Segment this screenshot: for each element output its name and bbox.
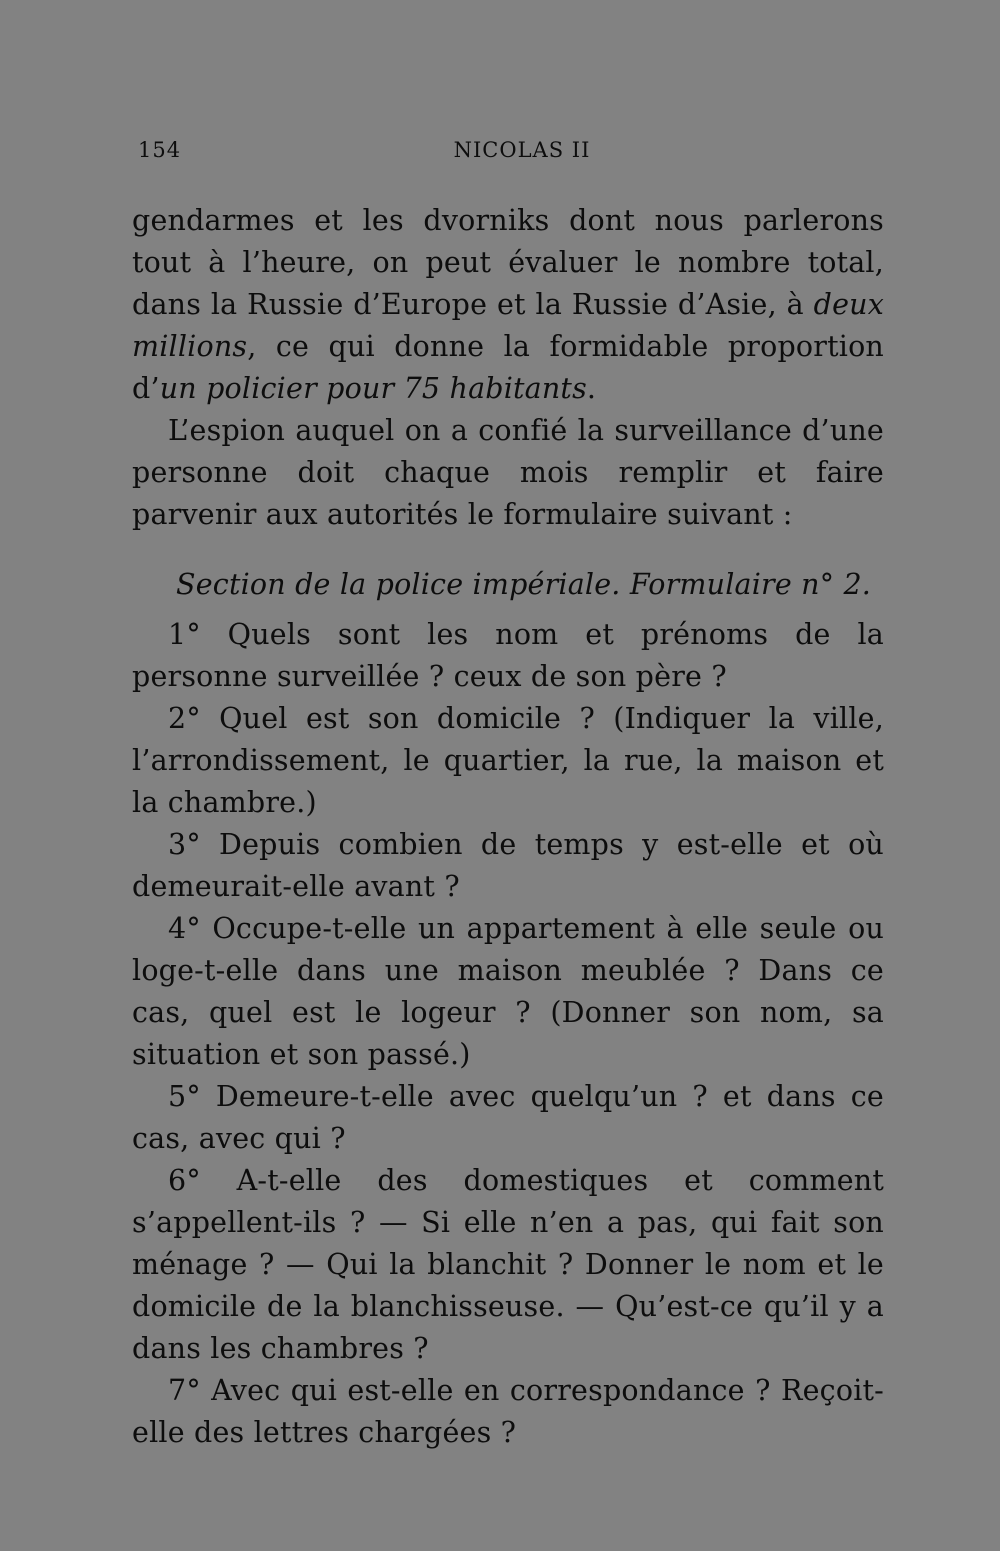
page-number: 154 [138, 138, 182, 162]
paragraph-text: , ce qui donne la formidable proportion d’ [132, 330, 884, 405]
paragraph-text: . [586, 372, 597, 405]
running-head [132, 138, 882, 170]
section-heading: Section de la police impériale. Formulaire n° 2. [176, 568, 872, 601]
emphasis-text: deux millions [132, 288, 884, 363]
body-text [132, 200, 884, 1454]
form-item: 2° Quel est son domicile ? (Indiquer la ville, l’arrondissement, le quartier, la rue, la maison et la chambre.) [132, 702, 884, 819]
form-item: 4° Occupe-t-elle un appartement à elle seule ou loge-t-elle dans une maison meublée ? Dans ce cas, quel est le logeur ? (Donner son nom, sa situation et son passé.) [132, 912, 884, 1071]
form-item: 7° Avec qui est-elle en correspondance ? Reçoit-elle des lettres chargées ? [132, 1374, 884, 1449]
page-title: NICOLAS II [453, 138, 591, 162]
form-item: 3° Depuis combien de temps y est-elle et où demeurait-elle avant ? [132, 828, 884, 903]
form-item: 6° A-t-elle des domestiques et comment s’appellent-ils ? — Si elle n’en a pas, qui fait son ménage ? — Qui la blanchit ? Donner le nom et le domicile de la blanchisseuse. — Qu’est-ce qu’il y a dans les chambres ? [132, 1164, 884, 1365]
form-item: 5° Demeure-t-elle avec quelqu’un ? et dans ce cas, avec qui ? [132, 1080, 884, 1155]
emphasis-text: un policier pour 75 habitants [159, 372, 587, 405]
form-item: 1° Quels sont les nom et prénoms de la personne surveillée ? ceux de son père ? [132, 618, 884, 693]
paragraph-text: gendarmes et les dvorniks dont nous parlerons tout à l’heure, on peut évaluer le nombre total, dans la Russie d’Europe et la Russie d’Asie, à [132, 204, 884, 321]
paragraph-espion: L’espion auquel on a confié la surveillance d’une personne doit chaque mois remplir et faire parvenir aux autorités le formulaire suivant : [132, 414, 884, 531]
paragraph-intro [132, 200, 884, 410]
